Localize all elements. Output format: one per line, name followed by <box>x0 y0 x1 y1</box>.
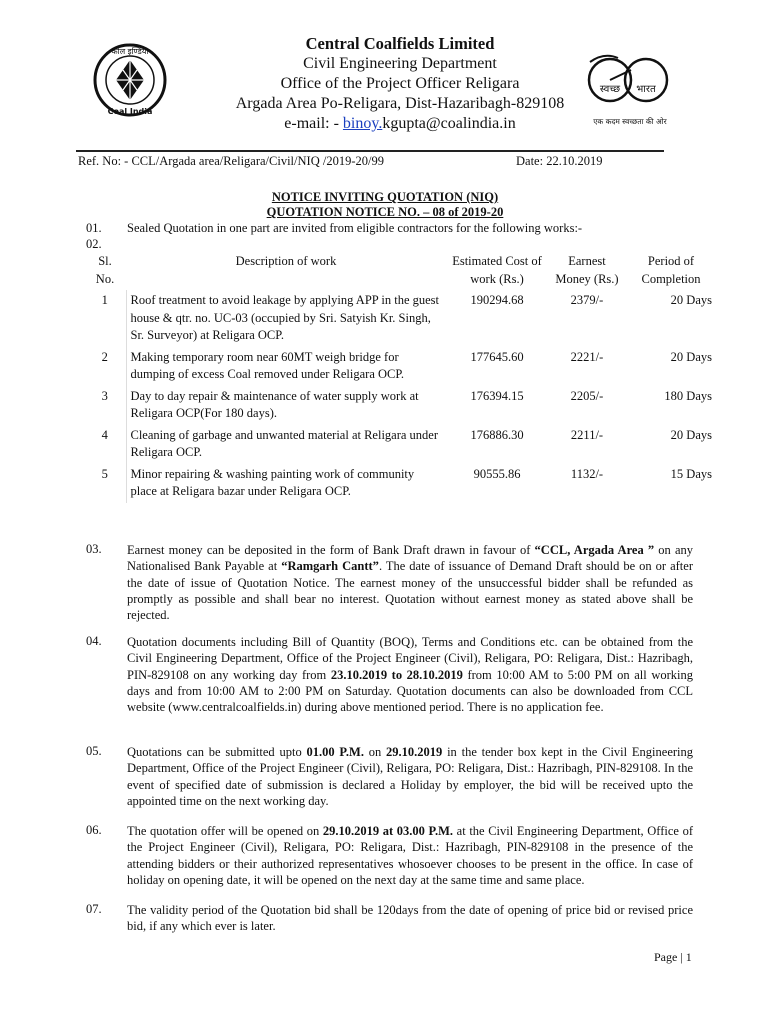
table-header-row <box>84 251 716 290</box>
header-earnest-money: Earnest Money (Rs.) <box>555 254 619 286</box>
email-label: e-mail: - <box>284 115 343 132</box>
para-06-text <box>127 823 693 888</box>
row-sl: 2 <box>101 349 108 364</box>
para-06-c: at the Civil Engineering Department, Office of the Project Engineer (Civil), Religara, PO: Religara, Dist.: Hazribagh, PIN-829108 in the presence of the attending bidders or their authorized representatives whosoever chooses to be present in the office. In case of holiday on opening date, it will be opened on the next day at the same time and same place. <box>127 824 694 887</box>
quotation-notice-number: QUOTATION NOTICE NO. – 08 of 2019-20 <box>266 205 504 219</box>
header-divider <box>76 150 664 152</box>
para-03-a: Earnest money can be deposited in the form of Bank Draft drawn in favour of <box>127 543 535 557</box>
table-row <box>84 290 716 347</box>
row-cost: 177645.60 <box>470 349 524 364</box>
row-period: 20 Days <box>670 349 712 364</box>
email-rest: kgupta@coalindia.in <box>382 115 516 132</box>
para-02-number: 02. <box>86 237 102 251</box>
para-04-c: from 10:00 AM to 5:00 PM on all working days and from 10:00 AM to 2:00 PM on Saturday. Quotation documents can also be downloaded from CCL website (www.centralcoalfields.in) during above mentioned period. There is no application fee. <box>127 667 693 715</box>
row-earnest: 1132/- <box>570 466 604 481</box>
para-05-number: 05. <box>86 744 102 758</box>
para-01-number: 01. <box>86 221 102 235</box>
logo-right-right-text: भारत <box>636 84 656 95</box>
table-row <box>84 347 716 386</box>
table-row <box>84 386 716 425</box>
header-description: Description of work <box>235 254 337 268</box>
row-cost: 90555.86 <box>473 466 521 481</box>
para-03-e: . The date of issuance of Demand Draft should be on or after the date of issue of Quotation Notice. The earnest money of the unsuccessful bidder shall be refunded as promptly as possible and shall bear no interest. Quotation without earnest money as stated above shall be rejected. <box>127 559 693 623</box>
para-06-number: 06. <box>86 823 102 837</box>
header-sl-no: Sl. No. <box>95 254 115 286</box>
para-04-number: 04. <box>86 634 102 648</box>
para-05-c: on <box>363 745 387 759</box>
para-03-number: 03. <box>86 542 102 556</box>
row-description: Day to day repair & maintenance of water supply work at Religara OCP(For 180 days). <box>126 386 446 425</box>
row-description: Minor repairing & washing painting work of community place at Religara bazar under Religara OCP. <box>126 464 446 503</box>
para-04-dates: 23.10.2019 to 28.10.2019 <box>330 667 463 682</box>
row-description: Cleaning of garbage and unwanted material at Religara under Religara OCP. <box>126 425 446 464</box>
row-period: 20 Days <box>670 293 712 307</box>
notice-date: Date: 22.10.2019 <box>516 154 603 168</box>
row-description: Making temporary room near 60MT weigh bridge for dumping of excess Coal removed under Religara OCP. <box>126 347 446 386</box>
logo-right-left-text: स्वच्छ <box>599 84 621 95</box>
para-05-date: 29.10.2019 <box>386 745 443 759</box>
para-05-text <box>127 744 693 809</box>
row-description: Roof treatment to avoid leakage by applying APP in the guest house & qtr. no. UC-03 (occupied by Sri. Satyish Kr. Singh, Sr. Surveyor) at Religara OCP. <box>126 290 446 347</box>
coal-india-logo <box>92 42 168 118</box>
para-03-text <box>127 542 693 623</box>
para-05-time: 01.00 P.M. <box>306 745 364 759</box>
email-link[interactable]: binoy. <box>342 115 383 132</box>
para-03-payable-at: “Ramgarh Cantt” <box>281 559 379 574</box>
company-name: Central Coalfields Limited <box>305 34 495 53</box>
para-03-c: on any Nationalised Bank Payable at <box>127 543 694 574</box>
table-row <box>84 425 716 464</box>
para-06-opening: 29.10.2019 at 03.00 P.M. <box>322 824 454 838</box>
row-earnest: 2379/- <box>570 293 604 307</box>
row-cost: 190294.68 <box>470 293 524 307</box>
table-row <box>84 464 716 503</box>
para-05-e: in the tender box kept in the Civil Engineering Department, Office of the Project Engineer (Civil), Religara, PO: Religara, Dist.: Hazribagh, PIN-829108. In the event of specified date of submission is declared a Holiday by employer, the bid will be received upto the appointed time on the next working day. <box>127 745 694 808</box>
header-estimated-cost: Estimated Cost of work (Rs.) <box>452 254 542 286</box>
department-name: Civil Engineering Department <box>303 55 497 72</box>
row-sl: 1 <box>101 293 108 307</box>
para-03-payee: “CCL, Argada Area ” <box>534 543 655 557</box>
row-earnest: 2205/- <box>570 388 604 403</box>
row-sl: 3 <box>101 388 108 403</box>
para-05-a: Quotations can be submitted upto <box>127 745 307 759</box>
para-01-text: Sealed Quotation in one part are invited from eligible contractors for the following works:- <box>127 221 583 235</box>
row-sl: 4 <box>101 427 108 442</box>
header-period: Period of Completion <box>641 254 701 286</box>
row-earnest: 2221/- <box>570 349 604 364</box>
row-period: 20 Days <box>670 427 712 442</box>
para-07-text: The validity period of the Quotation bid shall be 120days from the date of opening of price bid or revised price bid, if any which ever is later. <box>127 903 693 934</box>
office-name: Office of the Project Officer Religara <box>280 75 520 92</box>
email-line <box>200 114 600 134</box>
row-period: 15 Days <box>670 466 712 481</box>
para-04-a: Quotation documents including Bill of Quantity (BOQ), Terms and Conditions etc. can be obtained from the Civil Engineering Department, Office of the Project Engineer (Civil), Religara, PO: Religara, Dist.: Hazribagh, PIN-829108 on any working day from <box>127 635 693 682</box>
letterhead <box>200 34 600 134</box>
para-07-number: 07. <box>86 902 102 916</box>
works-table <box>84 251 716 503</box>
reference-number: Ref. No: - CCL/Argada area/Religara/Civil/NIQ /2019-20/99 <box>78 154 384 168</box>
row-cost: 176886.30 <box>470 427 524 442</box>
office-address: Argada Area Po-Religara, Dist-Hazaribagh-829108 <box>235 95 565 112</box>
row-period: 180 Days <box>664 388 712 403</box>
page-number: Page | 1 <box>654 950 692 964</box>
para-06-a: The quotation offer will be opened on <box>127 824 323 838</box>
logo-left-bottom-text: Coal India <box>107 107 153 116</box>
logo-right-tagline: एक कदम स्वच्छता की ओर <box>593 117 667 126</box>
row-sl: 5 <box>101 466 108 481</box>
para-04-text <box>127 634 693 715</box>
row-earnest: 2211/- <box>570 427 604 442</box>
logo-left-top-text: कोल इण्डिया <box>111 47 149 56</box>
swachh-bharat-logo <box>584 40 676 132</box>
row-cost: 176394.15 <box>470 388 524 403</box>
notice-title: NOTICE INVITING QUOTATION (NIQ) <box>271 190 499 204</box>
